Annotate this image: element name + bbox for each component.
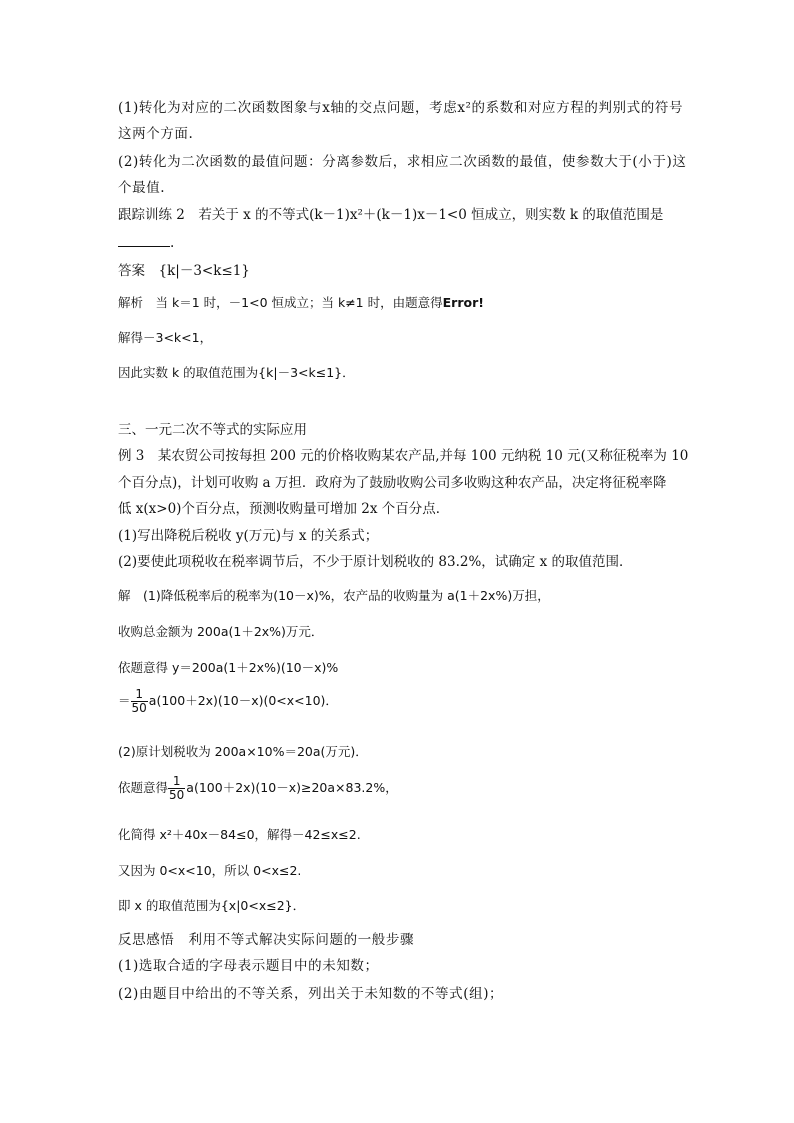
solution-line-3: 依题意得 y＝200a(1＋2x%)(10－x)% — [118, 660, 339, 675]
solution-line-8: 又因为 0<x<10，所以 0<x≤2. — [118, 863, 302, 878]
practice-2-question: 跟踪训练 2 若关于 x 的不等式(k－1)x²＋(k－1)x－1<0 恒成立，则实数 k 的取值范围是 — [118, 207, 664, 223]
conclusion-line: 因此实数 k 的取值范围为{k|－3<k≤1}． — [118, 365, 355, 380]
solution-line-7: 化简得 x²＋40x－84≤0，解得－42≤x≤2. — [118, 827, 361, 842]
example-3-line-1: 例 3 某农贸公司按每担 200 元的价格收购某农产品,并每 100 元纳税 10 元(又称征税率为 10 — [118, 448, 689, 464]
method-note-2-cont: 个最值. — [118, 180, 166, 196]
solution-line-4: ＝ $\frac{1}{50}$ a(100＋2x)(10－x)(0<x<10)． — [118, 687, 338, 715]
solution-line-1: 解 (1)降低税率后的税率为(10－x)%，农产品的收购量为 a(1＋2x%)万担， — [118, 588, 550, 603]
fraction-1-50-b: $\frac{1}{50}$ — [169, 774, 185, 802]
solution-line-9: 即 x 的取值范围为{x|0<x≤2}． — [118, 898, 306, 913]
reflection-step-2: (2)由题目中给出的不等关系，列出关于未知数的不等式(组)； — [118, 986, 504, 1002]
solution-line-5: (2)原计划税收为 200a×10%＝20a(万元)． — [118, 744, 368, 759]
method-note-1-cont: 这两个方面. — [118, 126, 194, 142]
example-3-line-2: 个百分点)，计划可收购 a 万担．政府为了鼓励收购公司多收购这种农产品，决定将征税率降 — [118, 475, 667, 491]
example-3-part-2: (2)要使此项税收在税率调节后，不少于原计划税收的 83.2%，试确定 x 的取值范围． — [118, 554, 633, 570]
section-heading: 三、一元二次不等式的实际应用 — [118, 422, 307, 438]
solution-line-2: 收购总金额为 200a(1＋2x%)万元． — [118, 624, 324, 639]
example-3-part-1: (1)写出降税后税收 y(万元)与 x 的关系式； — [118, 528, 379, 544]
answer-blank — [118, 233, 170, 247]
solve-line: 解得－3<k<1， — [118, 330, 213, 345]
error-text: Error! — [442, 295, 484, 310]
analysis-text: 解析 当 k＝1 时，－1<0 恒成立；当 k≠1 时，由题意得 — [118, 295, 443, 310]
reflection-step-1: (1)选取合适的字母表示题目中的未知数； — [118, 958, 379, 974]
method-note-1: (1)转化为对应的二次函数图象与x轴的交点问题，考虑x²的系数和对应方程的判别式的符号 — [118, 100, 684, 116]
solution-line-6: 依题意得 $\frac{1}{50}$ a(100＋2x)(10－x)≥20a×83.2%， — [118, 774, 398, 802]
example-3-line-3: 低 x(x>0)个百分点，预测收购量可增加 2x 个百分点． — [118, 501, 450, 517]
reflection-heading: 反思感悟 利用不等式解决实际问题的一般步骤 — [118, 932, 415, 948]
fraction-1-50: $\frac{1}{50}$ — [131, 687, 147, 715]
analysis-line — [118, 294, 484, 312]
method-note-2: (2)转化为二次函数的最值问题：分离参数后，求相应二次函数的最值，使参数大于(小于)这 — [118, 154, 687, 170]
practice-2-blank-line — [118, 233, 174, 252]
answer-line: 答案 {k|－3<k≤1} — [118, 263, 250, 279]
blank-period: . — [170, 235, 175, 251]
